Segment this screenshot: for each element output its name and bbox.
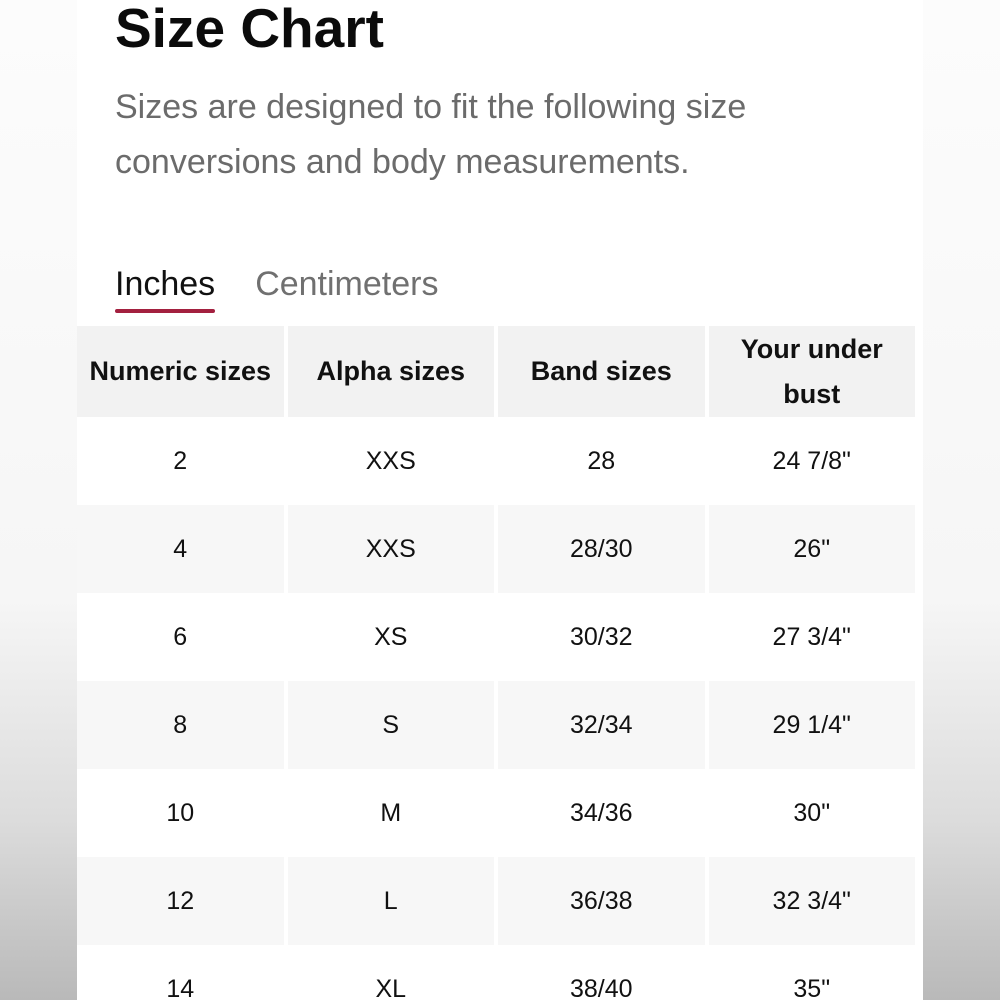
table-row [77,593,915,681]
cell-alpha-size: XL [288,945,495,1000]
cell-under-bust: 30" [709,769,916,857]
column-header-under-bust: Your under bust [709,326,916,417]
unit-tabs [115,262,438,318]
table-row [77,945,915,1000]
tab-centimeters[interactable]: Centimeters [255,265,439,303]
cell-alpha-size: M [288,769,495,857]
size-chart-panel [77,0,923,1000]
cell-under-bust: 24 7/8" [709,417,916,505]
table-row [77,417,915,505]
cell-under-bust: 27 3/4" [709,593,916,681]
table-row [77,505,915,593]
cell-numeric-size: 2 [77,417,284,505]
cell-numeric-size: 6 [77,593,284,681]
cell-numeric-size: 10 [77,769,284,857]
cell-band-size: 30/32 [498,593,705,681]
tab-inches[interactable]: Inches [115,262,215,318]
page-title: Size Chart [115,0,384,59]
size-table [77,326,919,1000]
cell-alpha-size: XXS [288,505,495,593]
cell-band-size: 32/34 [498,681,705,769]
cell-alpha-size: L [288,857,495,945]
cell-under-bust: 32 3/4" [709,857,916,945]
cell-band-size: 28 [498,417,705,505]
table-row [77,681,915,769]
cell-numeric-size: 12 [77,857,284,945]
table-row [77,857,915,945]
cell-alpha-size: XS [288,593,495,681]
cell-numeric-size: 4 [77,505,284,593]
cell-band-size: 34/36 [498,769,705,857]
table-header-row [77,326,915,417]
cell-under-bust: 35" [709,945,916,1000]
cell-alpha-size: S [288,681,495,769]
cell-under-bust: 26" [709,505,916,593]
cell-under-bust: 29 1/4" [709,681,916,769]
page-subtitle: Sizes are designed to fit the following size conversions and body measurements. [115,88,747,181]
column-header-numeric-sizes: Numeric sizes [77,326,284,417]
cell-band-size: 36/38 [498,857,705,945]
table-row [77,769,915,857]
cell-numeric-size: 8 [77,681,284,769]
column-header-band-sizes: Band sizes [498,326,705,417]
cell-band-size: 38/40 [498,945,705,1000]
column-header-alpha-sizes: Alpha sizes [288,326,495,417]
cell-numeric-size: 14 [77,945,284,1000]
cell-band-size: 28/30 [498,505,705,593]
cell-alpha-size: XXS [288,417,495,505]
